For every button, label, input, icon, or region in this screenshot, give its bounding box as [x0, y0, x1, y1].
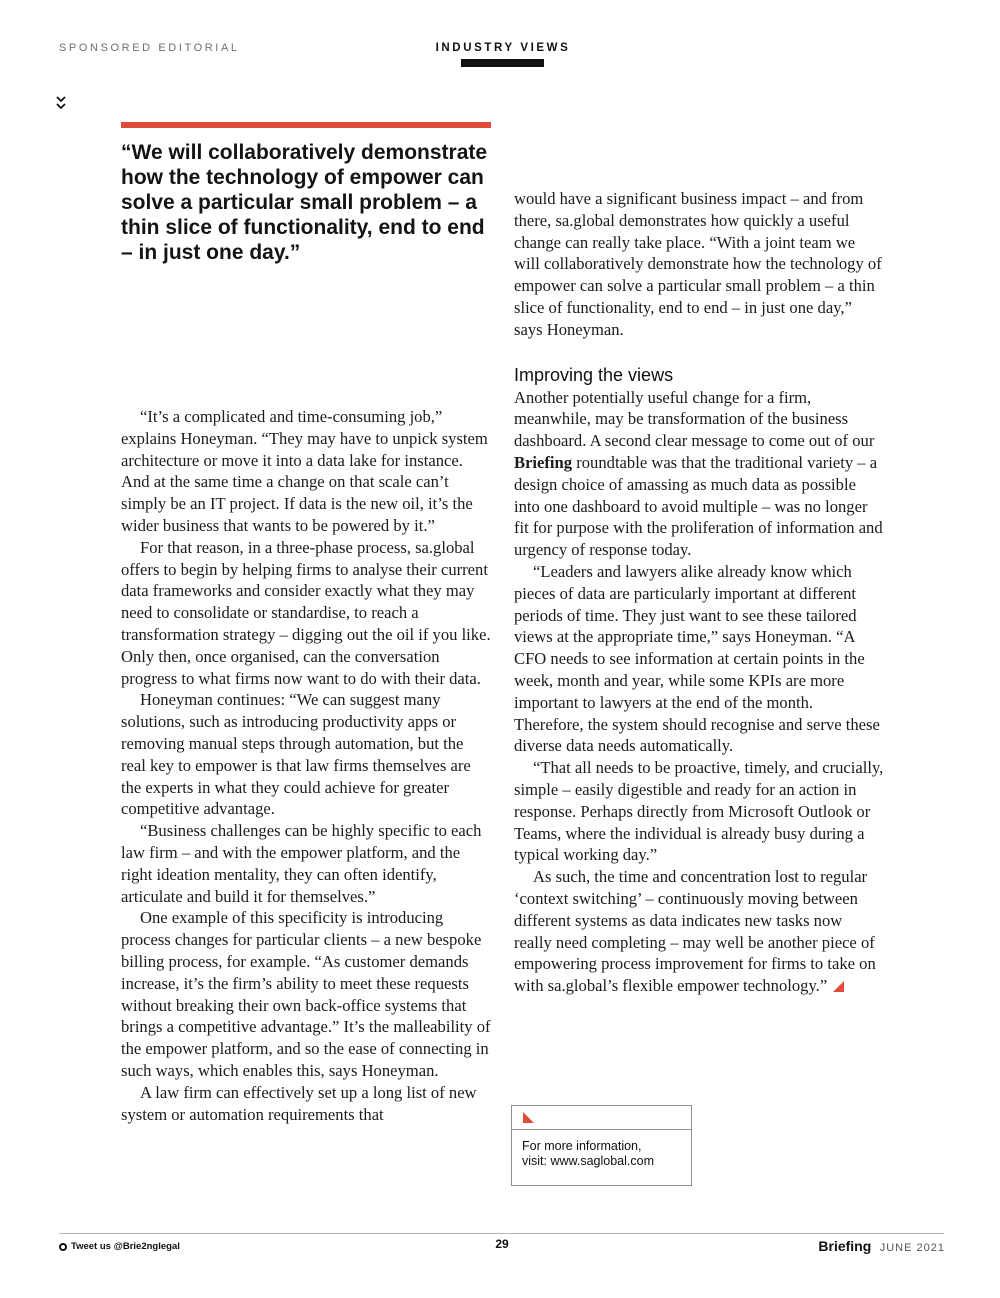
corner-mark-icon: [523, 1112, 534, 1123]
brand-name: Briefing: [818, 1238, 872, 1254]
subheading: Improving the views: [514, 364, 674, 385]
tweet-handle: Tweet us @Brie2nglegal: [71, 1241, 180, 1252]
paragraph: would have a significant business impact – and from there, sa.global demonstrates how quickly a useful change can really take place. “With a joint team we will collaboratively demonstrate how the technology of empower can solve a particular small problem – a thin slice of functionality, end to end – in just one day,” says Honeyman.: [514, 189, 882, 339]
paragraph: One example of this specificity is introducing process changes for particular clients – a new bespoke billing process, for example. “As customer demands increase, it’s the firm’s ability to meet these requests without breaking their own back-office systems that brings a competitive advantage.” It’s the malleability of the empower platform, and so the ease of connecting in such ways, which enables this, says Honeyman.: [121, 908, 491, 1080]
info-link[interactable]: visit: www.saglobal.com: [522, 1154, 654, 1168]
paragraph: “That all needs to be proactive, timely, and crucially, simple – easily digestible and ready for an action in response. Perhaps directly from Microsoft Outlook or Teams, where the individual is already busy during a typical working day.”: [514, 758, 884, 865]
sponsored-editorial-label: SPONSORED EDITORIAL: [59, 42, 240, 54]
paragraph: “It’s a complicated and time-consuming job,” explains Honeyman. “They may have to unpick system architecture or move it into a data lake for instance. And at the same time a change on that scale can’t simply be an IT project. If data is the new oil, it’s the wider business that wants to be powered by it.”: [121, 407, 488, 535]
pull-quote-rule: [121, 122, 491, 128]
section-title-bar: [461, 59, 544, 67]
pull-quote: “We will collaboratively demonstrate how the technology of empower can solve a particular small problem – a thin slice of functionality, end to end – in just one day.”: [121, 141, 488, 264]
article-column-left: [121, 406, 491, 1125]
footer-rule: [59, 1233, 944, 1234]
paragraph: “Leaders and lawyers alike already know which pieces of data are particularly important at different periods of time. They just want to see these tailored views at the appropriate time,” says Honeyman. “A CFO needs to see information at certain points in the week, month and year, while some KPIs are more important to lawyers at the end of the month. Therefore, the system should recognise and serve these diverse data needs automatically.: [514, 561, 880, 756]
end-mark-icon: [833, 981, 844, 992]
info-line: For more information,: [522, 1139, 642, 1153]
paragraph: Another potentially useful change for a firm, meanwhile, may be transformation of the business dashboard. A second clear message to come out of our Briefing roundtable was that the traditional variety – a design choice of amassing as much data as possible into one dashboard to avoid multiple – was no longer fit for purpose with the proliferation of information and urgency of response today.: [514, 387, 883, 560]
issue-date: JUNE 2021: [879, 1242, 945, 1254]
page-number: 29: [495, 1237, 509, 1251]
paragraph: For that reason, in a three-phase process, sa.global offers to begin by helping firms to analyse their current data frameworks and consider exactly what they may need to consolidate or standardise, to reach a transformation strategy – digging out the oil if you like. Only then, once organised, can the conversation progress to what firms now want to do with their data.: [121, 537, 491, 688]
section-title: INDUSTRY VIEWS: [435, 42, 571, 54]
footer-brand: [818, 1238, 945, 1256]
briefing-brand-text: Briefing: [514, 452, 573, 472]
twitter-icon: [59, 1243, 67, 1251]
paragraph: As such, the time and concentration lost to regular ‘context switching’ – continuously moving between different systems as data indicates new tasks now really need completing – may well be another piece of empowering process improvement for firms to take on with sa.global’s flexible empower technology.”: [514, 867, 876, 996]
info-box: [511, 1105, 692, 1186]
paragraph: A law firm can effectively set up a long list of new system or automation requirements that: [121, 1082, 477, 1124]
article-column-right: [514, 188, 884, 997]
paragraph: Honeyman continues: “We can suggest many solutions, such as introducing productivity apps or removing manual steps through automation, but the real key to empower is that law firms themselves are the experts in what they could achieve for greater competitive advantage.: [121, 690, 471, 819]
paragraph: “Business challenges can be highly specific to each law firm – and with the empower platform, and the right ideation mentality, they can often identify, articulate and build it for themselves.”: [121, 821, 482, 906]
footer-tweet[interactable]: [59, 1241, 180, 1252]
double-chevron-down-icon[interactable]: [55, 95, 67, 111]
